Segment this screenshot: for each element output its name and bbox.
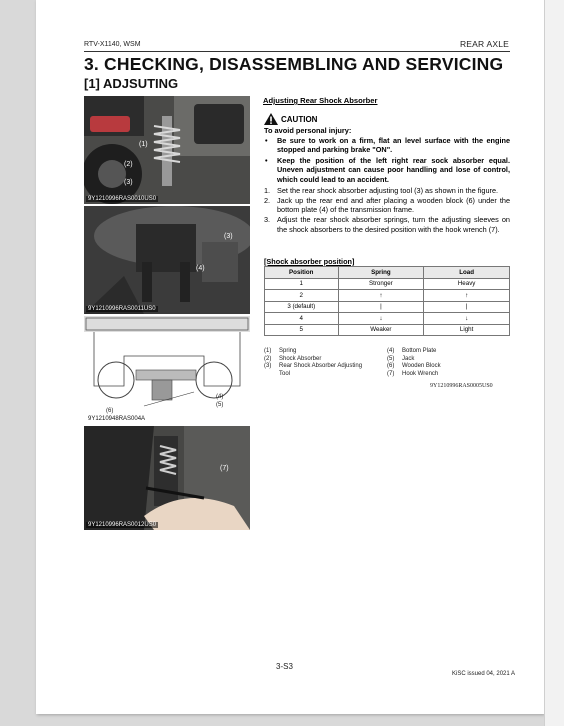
- photo2-label-4: (4): [196, 265, 205, 272]
- col-spring: Spring: [338, 267, 424, 279]
- document-id: 9Y1210996RAS0005US0: [430, 383, 493, 389]
- caution-bullets: [265, 136, 510, 185]
- header-model: RTV-X1140, WSM: [84, 41, 141, 48]
- photo-shock-absorber: [84, 96, 250, 204]
- table-header-row: [265, 267, 510, 279]
- header-section: REAR AXLE: [459, 39, 509, 49]
- warning-icon: [264, 113, 278, 125]
- header-rule: [84, 51, 510, 52]
- step-item: 3. Adjust the rear shock absorber springs, turn the adjusting sleeves on the shock absorbers to the desired position with the hook wrench (7).: [264, 214, 510, 234]
- table-row: 5 Weaker Light: [265, 324, 510, 336]
- table-row: 3 (default) | |: [265, 301, 510, 313]
- legend-col-left: [264, 348, 387, 378]
- photo-adjusting-tool: [84, 206, 250, 314]
- viewer-scrollbar[interactable]: [544, 0, 564, 726]
- step-item: 1. Set the rear shock absorber adjusting tool (3) as shown in the figure.: [264, 186, 499, 195]
- caution-bullet: • Keep the position of the left right rear sock absorber equal. Uneven adjustment can cause poor handling and lose of control, which could lead to an accident.: [265, 155, 510, 184]
- photo3-label-4: (4): [216, 394, 224, 400]
- photo4-label-7: (7): [220, 465, 229, 472]
- photo3-caption: 9Y1210948RAS004A: [88, 416, 146, 422]
- legend-item: (1) Spring: [264, 348, 297, 354]
- legend-col-right: [387, 348, 510, 378]
- table-row: 4 ↓ ↓: [265, 313, 510, 325]
- photo2-label-3: (3): [224, 233, 233, 240]
- legend-item: (5) Jack: [387, 355, 415, 362]
- table-title: [Shock absorber position]: [264, 257, 355, 266]
- legend-item: (2) Shock Absorber: [264, 355, 322, 362]
- step-item: 2. Jack up the rear end and after placing a wooden block (6) under the bottom plate (4) of the transmission frame.: [264, 195, 510, 215]
- photo3-label-5: (5): [216, 402, 224, 408]
- caution-block: [264, 113, 317, 125]
- photo1-label-1: (1): [139, 141, 148, 148]
- photo3-label-6: (6): [106, 408, 114, 414]
- issue-note: KiSC issued 04, 2021 A: [452, 671, 516, 677]
- photo1-label-2: (2): [124, 161, 133, 168]
- table-row: 1 Stronger Heavy: [265, 278, 510, 290]
- section-subtitle: [1] ADJSUTING: [84, 76, 179, 91]
- caution-intro: To avoid personal injury:: [264, 126, 352, 135]
- page-number: 3-S3: [276, 662, 293, 671]
- legend-item: (4) Bottom Plate: [387, 348, 437, 354]
- shock-position-table: [264, 266, 510, 336]
- col-load: Load: [424, 267, 510, 279]
- photo4-caption: 9Y1210996RAS0012US0: [88, 522, 157, 528]
- procedure-steps: [264, 186, 510, 234]
- parts-legend: [264, 348, 510, 378]
- table-row: 2 ↑ ↑: [265, 290, 510, 302]
- legend-item: (6) Wooden Block: [387, 363, 441, 369]
- legend-item: (7) Hook Wrench: [387, 370, 439, 377]
- col-position: Position: [265, 267, 339, 279]
- caution-label: CAUTION: [281, 114, 318, 124]
- page-title: 3. CHECKING, DISASSEMBLING AND SERVICING: [84, 54, 504, 74]
- photo1-caption: 9Y1210996RAS0010US0: [88, 196, 157, 202]
- photo1-label-3: (3): [124, 179, 133, 186]
- photo2-caption: 9Y1210996RAS0011US0: [88, 306, 156, 312]
- photo-hook-wrench: [84, 426, 250, 530]
- caution-bullet: • Be sure to work on a firm, flat an level surface with the engine stopped and parking brake "ON".: [265, 136, 510, 155]
- drawing-jack-setup: [84, 316, 250, 424]
- procedure-title: Adjusting Rear Shock Absorber: [263, 96, 378, 105]
- legend-item: (3) Rear Shock Absorber Adjusting Tool: [264, 363, 363, 377]
